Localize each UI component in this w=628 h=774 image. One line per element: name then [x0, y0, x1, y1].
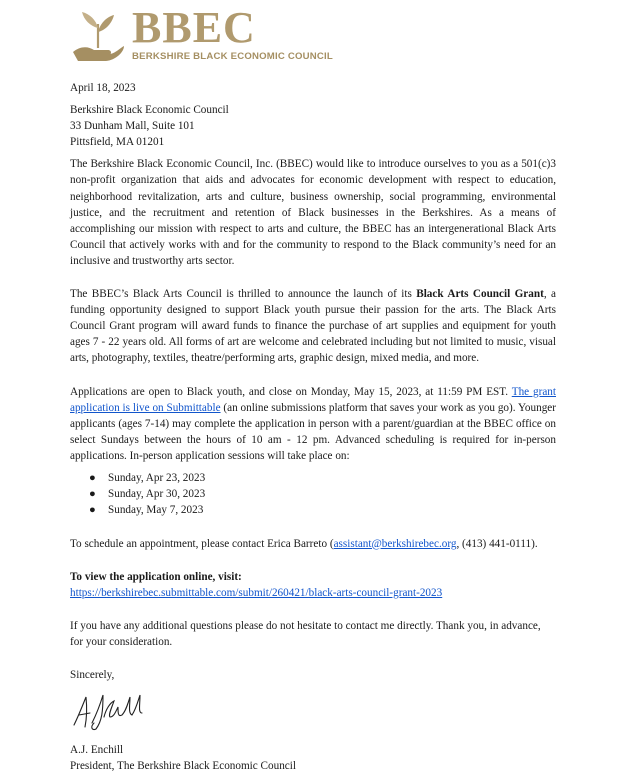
grant-paragraph	[70, 286, 556, 366]
plant-hand-logo-icon	[70, 8, 126, 64]
contact-text: To schedule an appointment, please contact Erica Barreto (	[70, 537, 334, 550]
signer-title: President, The Berkshire Black Economic Council	[70, 760, 296, 773]
grant-text: , a funding opportunity designed to support Black youth pursue their passion for the arts. The Black Arts Council Grant program will award funds to finance the purchase of art supplies and equipment for youth ages 7 - 22 years old. All forms of art are welcome and celebrated including but not limited to music, visual arts, photography, textiles, theatre/performing arts, graphic design, mixed media, and more.	[70, 288, 556, 365]
contact-paragraph	[70, 536, 556, 552]
application-text: (an online submissions platform that saves your work as you go). Younger applicants (ages 7-14) may complete the application in person with a parent/guardian at the BBEC office on select Sundays between the hours of 10 am - 12 pm. Advanced scheduling is required for in-person applications. In-person application sessions will take place on:	[70, 401, 556, 462]
grant-name: Black Arts Council Grant	[416, 288, 544, 301]
session-date: Sunday, Apr 23, 2023	[108, 471, 206, 484]
intro-paragraph: The Berkshire Black Economic Council, Inc. (BBEC) would like to introduce ourselves to you as a 501(c)3 non-profit organization that aids and advocates for economic development with respect to education, neighborhood revitalization, arts and culture, business ownership, social programming, environmental justice, and the recruitment and retention of Black businesses in the Berkshires. As a means of accomplishing our mission with respect to arts and culture, the BBEC has an intergenerational Black Arts Council that actively works with and for the community to respond to the Black community’s need for an inclusive and trustworthy arts sector.	[70, 158, 556, 267]
list-item	[70, 470, 556, 486]
application-paragraph	[70, 384, 556, 464]
application-url-link[interactable]: https://berkshirebec.submittable.com/submit/260421/black-arts-council-grant-2023	[70, 586, 443, 599]
letterhead-subtitle: BERKSHIRE BLACK ECONOMIC COUNCIL	[132, 51, 333, 62]
grant-text: The BBEC’s Black Arts Council is thrilled to announce the launch of its	[70, 288, 417, 301]
session-date: Sunday, May 7, 2023	[108, 504, 204, 517]
bullet-icon: ●	[89, 471, 96, 484]
session-dates-list	[70, 470, 556, 519]
closing-paragraph: If you have any additional questions please do not hesitate to contact me directly. Thank you, in advance, for your consideration.	[70, 619, 541, 648]
contact-text: , (413) 441-0111).	[456, 537, 538, 550]
submittable-link[interactable]: The grant application is live on Submittable	[70, 385, 556, 414]
handwritten-signature	[70, 687, 150, 733]
letter-body	[70, 80, 556, 774]
letter-date: April 18, 2023	[70, 82, 136, 94]
letterhead-title: BBEC	[132, 3, 256, 52]
view-url-line	[70, 585, 556, 601]
list-item	[70, 502, 556, 518]
letterhead-logo	[70, 3, 333, 64]
session-date: Sunday, Apr 30, 2023	[108, 488, 206, 501]
application-text: Applications are open to Black youth, and close on Monday, May 15, 2023, at 11:59 PM EST.	[70, 385, 512, 398]
address-line: 33 Dunham Mall, Suite 101	[70, 120, 195, 133]
view-heading-text: To view the application online, visit:	[70, 570, 242, 583]
email-link[interactable]: assistant@berkshirebec.org	[333, 537, 457, 550]
address-line: Pittsfield, MA 01201	[70, 136, 165, 149]
list-item	[70, 486, 556, 502]
signer-name: A.J. Enchill	[70, 744, 124, 757]
bullet-icon: ●	[89, 504, 96, 517]
closing-salutation: Sincerely,	[70, 669, 115, 681]
view-heading	[70, 569, 556, 585]
address-line: Berkshire Black Economic Council	[70, 104, 229, 117]
bullet-icon: ●	[89, 488, 96, 501]
